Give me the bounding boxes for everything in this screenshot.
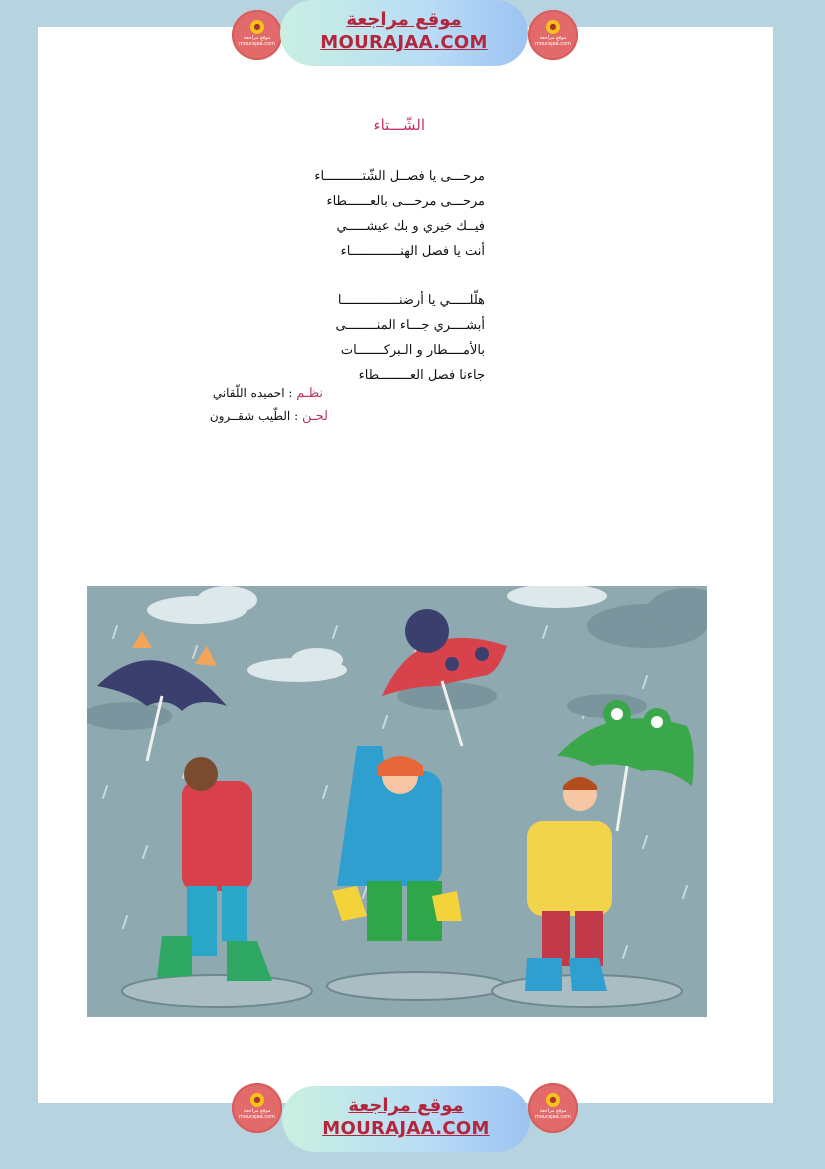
poem-line: مرحـــى مرحـــى بالعــــــطاء — [326, 194, 485, 209]
book-icon: ● — [546, 20, 560, 34]
author-label: نظـم — [296, 386, 323, 401]
rain-scene-graphic — [87, 586, 707, 1017]
site-logo-badge: ● موقع مراجعة mourajaa.com — [528, 10, 578, 60]
site-logo-badge: ● موقع مراجعة mourajaa.com — [232, 10, 282, 60]
poem-line: أبشــــري جـــاء المنــــــــى — [335, 318, 485, 333]
book-icon: ● — [250, 1093, 264, 1107]
poem-line: جاءنا فصل العــــــــطاء — [358, 368, 485, 383]
composer-name: الطّيب شقــرون — [209, 409, 291, 423]
poem-line: بالأمــــطار و الـبركـــــــات — [340, 343, 485, 358]
author-name: احميده اللّقاني — [212, 386, 285, 400]
poem-line: هلّلـــــي يا أرضنـــــــــــــــا — [337, 293, 485, 308]
site-name-arabic[interactable]: موقع مراجعة — [348, 1095, 464, 1116]
site-logo-badge: ● موقع مراجعة mourajaa.com — [232, 1083, 282, 1133]
poem-composer-credit: لحـن : الطّيب شقــرون — [209, 409, 328, 424]
poem-line: فيــك خيري و بك عيشـــــي — [336, 219, 485, 234]
site-banner-bottom[interactable] — [282, 1086, 530, 1152]
site-url[interactable]: MOURAJAA.COM — [320, 32, 488, 53]
site-url[interactable]: MOURAJAA.COM — [322, 1118, 490, 1139]
book-icon: ● — [546, 1093, 560, 1107]
site-logo-badge: ● موقع مراجعة mourajaa.com — [528, 1083, 578, 1133]
book-icon: ● — [250, 20, 264, 34]
poem-line: أنت يا فصل الهنـــــــــــــاء — [340, 244, 485, 259]
poem-line: مرحـــى يا فصــل الشّتــــــــــاء — [314, 169, 485, 184]
composer-label: لحـن — [301, 409, 328, 424]
site-name-arabic[interactable]: موقع مراجعة — [346, 9, 462, 30]
poem-stanza-2 — [240, 288, 485, 388]
winter-rain-illustration — [87, 586, 707, 1017]
poem-title: الشّـــتاء — [373, 116, 425, 134]
site-banner-top[interactable] — [280, 0, 528, 66]
poem-author-credit: نظـم : احميده اللّقاني — [212, 386, 323, 401]
poem-stanza-1 — [240, 164, 485, 264]
